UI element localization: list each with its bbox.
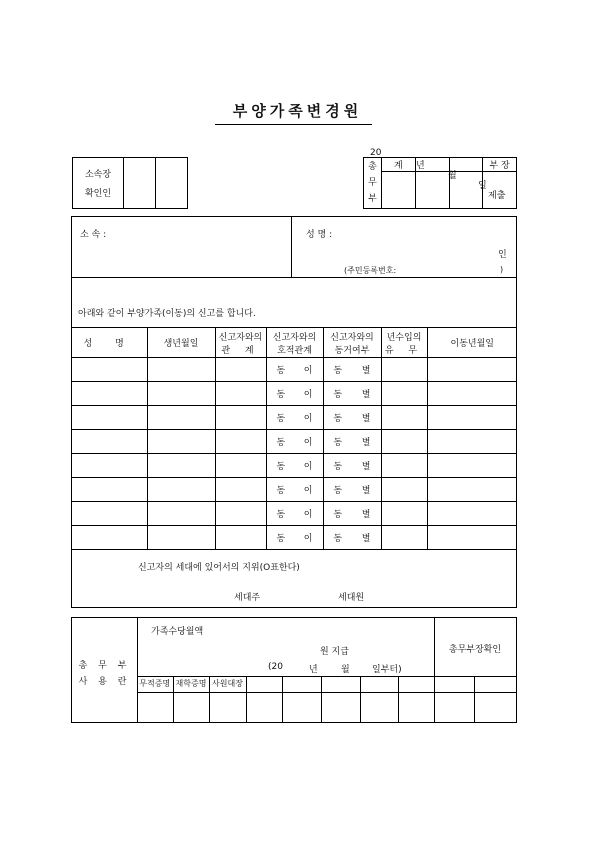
cohabit-option[interactable]: 동 xyxy=(333,366,343,376)
doc-check-9[interactable] xyxy=(434,692,474,723)
household-section xyxy=(72,549,516,608)
cohabit-cell[interactable] xyxy=(323,478,381,502)
header-registry-line1: 신고자와의 xyxy=(272,332,317,343)
cohabit-option[interactable]: 동 xyxy=(333,462,343,472)
registry-options xyxy=(267,435,323,448)
relation-cell[interactable] xyxy=(215,526,266,550)
approval-head-1: 계 xyxy=(382,158,416,172)
birth-cell[interactable] xyxy=(147,478,215,502)
cohabit-option[interactable]: 별 xyxy=(361,486,371,496)
allowance-won: 원 지급 xyxy=(320,647,349,657)
cohabit-cell[interactable] xyxy=(323,358,381,382)
cohabit-options xyxy=(324,411,381,424)
cohabit-option[interactable]: 이 xyxy=(303,462,313,472)
rrn-close: ) xyxy=(500,265,504,274)
approval-box xyxy=(363,157,517,209)
header-move-date: 이동년월일 xyxy=(427,328,517,358)
birth-cell[interactable] xyxy=(147,382,215,406)
move-date-cell[interactable] xyxy=(427,478,517,502)
household-prompt: 신고자의 세대에 있어서의 지위(O표한다) xyxy=(138,563,300,573)
household-member-option[interactable]: 세대원 xyxy=(338,593,365,603)
doc-head-8 xyxy=(398,676,434,692)
affiliate-stamp-1[interactable] xyxy=(124,158,156,209)
doc-check-3[interactable] xyxy=(209,692,246,723)
move-date-cell[interactable] xyxy=(427,382,517,406)
header-income-line1: 년수입의 xyxy=(386,332,422,343)
doc-head-7 xyxy=(360,676,398,692)
cohabit-cell[interactable] xyxy=(323,406,381,430)
date-month-label: 월 xyxy=(448,171,457,181)
doc-check-10[interactable] xyxy=(474,692,517,723)
table-row xyxy=(71,406,517,430)
cohabit-options xyxy=(324,435,381,448)
director-confirm-label: 총무부장확인 xyxy=(448,645,502,655)
cohabit-option[interactable]: 이 xyxy=(303,414,313,424)
doc-head-10 xyxy=(474,676,517,692)
cohabit-option[interactable]: 동 xyxy=(333,438,343,448)
doc-enrollment: 재학증명 xyxy=(173,676,209,692)
cohabit-option[interactable]: 이 xyxy=(303,486,313,496)
header-income-line2: 유 무 xyxy=(384,345,424,356)
registry-options xyxy=(267,483,323,496)
approval-stamp-4[interactable] xyxy=(483,172,517,209)
statement-text: 아래와 같이 부양가족(이동)의 신고를 합니다. xyxy=(78,309,256,319)
header-registry-line2: 호적관계 xyxy=(277,345,312,356)
doc-check-4[interactable] xyxy=(246,692,282,723)
date-submit-label: 제출 xyxy=(488,191,506,201)
registry-cell[interactable] xyxy=(266,478,323,502)
cohabit-option[interactable]: 동 xyxy=(276,510,286,520)
table-row xyxy=(71,454,517,478)
family-table xyxy=(71,327,517,550)
birth-cell[interactable] xyxy=(147,406,215,430)
income-cell[interactable] xyxy=(381,430,427,454)
seal-label: 인 xyxy=(498,250,507,260)
affiliate-line2: 확인인 xyxy=(84,189,112,199)
birth-cell[interactable] xyxy=(147,526,215,550)
registry-options xyxy=(267,459,323,472)
cohabit-options xyxy=(324,483,381,496)
cohabit-options xyxy=(324,387,381,400)
relation-cell[interactable] xyxy=(215,382,266,406)
cohabit-cell[interactable] xyxy=(323,430,381,454)
cohabit-option[interactable]: 이 xyxy=(303,438,313,448)
income-cell[interactable] xyxy=(381,358,427,382)
table-row xyxy=(71,382,517,406)
household-head-option[interactable]: 세대주 xyxy=(234,593,261,603)
page-title: 부양가족변경원 xyxy=(232,102,363,120)
approval-head-4: 부 장 xyxy=(483,158,517,172)
statement-row xyxy=(72,277,516,328)
name-cell[interactable] xyxy=(71,454,147,478)
cohabit-option[interactable]: 동 xyxy=(333,414,343,424)
approval-stamp-2[interactable] xyxy=(415,172,449,209)
relation-cell[interactable] xyxy=(215,430,266,454)
header-registry xyxy=(266,328,323,358)
cohabit-option[interactable]: 동 xyxy=(276,438,286,448)
move-date-cell[interactable] xyxy=(427,526,517,550)
doc-nodraft: 무적증명 xyxy=(137,676,173,692)
cohabit-option[interactable]: 별 xyxy=(361,438,371,448)
allowance-from-year: (20 xyxy=(268,662,283,672)
doc-check-6[interactable] xyxy=(321,692,360,723)
header-cohabit xyxy=(323,328,381,358)
income-cell[interactable] xyxy=(381,478,427,502)
registry-options xyxy=(267,411,323,424)
date-day-label: 일 xyxy=(478,181,487,191)
table-row xyxy=(71,502,517,526)
income-cell[interactable] xyxy=(381,454,427,478)
affiliate-confirm-label xyxy=(73,158,124,209)
affiliation-field[interactable] xyxy=(72,217,292,277)
relation-cell[interactable] xyxy=(215,406,266,430)
registry-cell[interactable] xyxy=(266,454,323,478)
cohabit-option[interactable]: 이 xyxy=(303,534,313,545)
cohabit-option[interactable]: 이 xyxy=(303,390,313,400)
doc-check-1[interactable] xyxy=(137,692,173,723)
cohabit-option[interactable]: 동 xyxy=(276,462,286,472)
header-name: 성 명 xyxy=(71,328,147,358)
registry-cell[interactable] xyxy=(266,502,323,526)
office-label-line2: 사 용 란 xyxy=(78,677,131,687)
income-cell[interactable] xyxy=(381,502,427,526)
dept-char: 부 xyxy=(368,194,377,204)
allowance-label: 가족수당월액 xyxy=(151,627,204,637)
cohabit-option[interactable]: 별 xyxy=(361,414,371,424)
header-relation xyxy=(215,328,266,358)
header-cohabit-line2: 동거여부 xyxy=(334,345,370,356)
name-cell[interactable] xyxy=(71,358,147,382)
name-cell[interactable] xyxy=(71,526,147,550)
cohabit-option[interactable]: 동 xyxy=(333,486,343,496)
name-label: 성 명 : xyxy=(306,230,333,240)
name-cell[interactable] xyxy=(71,406,147,430)
birth-cell[interactable] xyxy=(147,430,215,454)
doc-check-5[interactable] xyxy=(282,692,321,723)
approval-head-3 xyxy=(449,158,483,172)
approval-stamp-3[interactable] xyxy=(449,172,483,209)
approval-dept-label xyxy=(364,158,382,209)
dept-char: 총 xyxy=(368,162,377,172)
family-rows xyxy=(71,358,517,550)
cohabit-options xyxy=(324,363,381,376)
affiliate-stamp-2[interactable] xyxy=(156,158,188,209)
affiliate-line1: 소속장 xyxy=(84,170,112,180)
allowance-from-m: 월 xyxy=(341,665,350,675)
cohabit-option[interactable]: 별 xyxy=(361,534,371,545)
main-form xyxy=(71,216,517,608)
name-field[interactable] xyxy=(292,217,516,277)
income-cell[interactable] xyxy=(381,526,427,550)
allowance-from-y: 년 xyxy=(309,665,318,675)
date-year: 20 xyxy=(370,148,382,158)
doc-head-6 xyxy=(321,676,360,692)
header-birth: 생년월일 xyxy=(147,328,215,358)
cohabit-option[interactable]: 동 xyxy=(276,366,286,376)
income-cell[interactable] xyxy=(381,406,427,430)
doc-check-7[interactable] xyxy=(360,692,398,723)
move-date-cell[interactable] xyxy=(427,358,517,382)
cohabit-option[interactable]: 동 xyxy=(276,390,286,400)
affiliate-confirm-box xyxy=(72,157,188,209)
doc-head-4 xyxy=(246,676,282,692)
move-date-cell[interactable] xyxy=(427,502,517,526)
cohabit-option[interactable]: 이 xyxy=(303,510,313,520)
dept-char: 무 xyxy=(368,178,377,188)
approval-head-2 xyxy=(415,158,449,172)
cohabit-option[interactable]: 동 xyxy=(333,390,343,400)
affiliation-label: 소 속 : xyxy=(80,230,107,240)
registry-options xyxy=(267,531,323,544)
family-table-header xyxy=(71,328,517,358)
office-doc-grid xyxy=(137,676,517,723)
cohabit-option[interactable]: 동 xyxy=(333,534,343,545)
cohabit-options xyxy=(324,459,381,472)
header-income xyxy=(381,328,427,358)
allowance-area xyxy=(137,618,435,677)
cohabit-option[interactable]: 별 xyxy=(361,390,371,400)
header-relation-line1: 신고자와의 xyxy=(218,332,263,343)
director-confirm xyxy=(434,618,516,677)
cohabit-option[interactable]: 동 xyxy=(276,486,286,496)
cohabit-cell[interactable] xyxy=(323,454,381,478)
cohabit-cell[interactable] xyxy=(323,502,381,526)
cohabit-cell[interactable] xyxy=(323,382,381,406)
table-row xyxy=(71,526,517,550)
table-row xyxy=(71,358,517,382)
move-date-cell[interactable] xyxy=(427,454,517,478)
approval-stamp-1[interactable] xyxy=(382,172,416,209)
name-cell[interactable] xyxy=(71,430,147,454)
doc-head-5 xyxy=(282,676,321,692)
applicant-section xyxy=(72,217,516,278)
registry-options xyxy=(267,363,323,376)
cohabit-option[interactable]: 이 xyxy=(303,366,313,376)
header-relation-line2: 관 계 xyxy=(221,345,260,356)
cohabit-option[interactable]: 별 xyxy=(361,366,371,376)
date-year-label: 년 xyxy=(416,161,425,171)
relation-cell[interactable] xyxy=(215,502,266,526)
name-cell[interactable] xyxy=(71,502,147,526)
move-date-cell[interactable] xyxy=(427,430,517,454)
doc-check-8[interactable] xyxy=(398,692,434,723)
table-row xyxy=(71,478,517,502)
cohabit-option[interactable]: 별 xyxy=(361,510,371,520)
relation-cell[interactable] xyxy=(215,358,266,382)
registry-options xyxy=(267,387,323,400)
office-label xyxy=(72,618,138,722)
relation-cell[interactable] xyxy=(215,454,266,478)
allowance-from-d: 일부터) xyxy=(372,665,402,675)
cohabit-options xyxy=(324,507,381,520)
table-row xyxy=(71,430,517,454)
cohabit-option[interactable]: 동 xyxy=(333,510,343,520)
move-date-cell[interactable] xyxy=(427,406,517,430)
registry-cell[interactable] xyxy=(266,382,323,406)
cohabit-cell[interactable] xyxy=(323,526,381,550)
relation-cell[interactable] xyxy=(215,478,266,502)
doc-register: 사원대장 xyxy=(209,676,246,692)
cohabit-options xyxy=(324,531,381,544)
birth-cell[interactable] xyxy=(147,358,215,382)
birth-cell[interactable] xyxy=(147,454,215,478)
registry-cell[interactable] xyxy=(266,430,323,454)
cohabit-option[interactable]: 동 xyxy=(276,534,286,545)
office-use-section xyxy=(71,617,517,723)
registry-cell[interactable] xyxy=(266,526,323,550)
rrn-label: (주민등록번호: xyxy=(344,266,397,275)
birth-cell[interactable] xyxy=(147,502,215,526)
registry-cell[interactable] xyxy=(266,406,323,430)
name-cell[interactable] xyxy=(71,382,147,406)
cohabit-option[interactable]: 동 xyxy=(276,414,286,424)
doc-check-2[interactable] xyxy=(173,692,209,723)
doc-head-9 xyxy=(434,676,474,692)
header-cohabit-line1: 신고자와의 xyxy=(330,332,374,343)
registry-cell[interactable] xyxy=(266,358,323,382)
cohabit-option[interactable]: 별 xyxy=(361,462,371,472)
office-label-line1: 총 무 부 xyxy=(78,661,131,671)
title-underline xyxy=(215,124,372,125)
name-cell[interactable] xyxy=(71,478,147,502)
income-cell[interactable] xyxy=(381,382,427,406)
registry-options xyxy=(267,507,323,520)
